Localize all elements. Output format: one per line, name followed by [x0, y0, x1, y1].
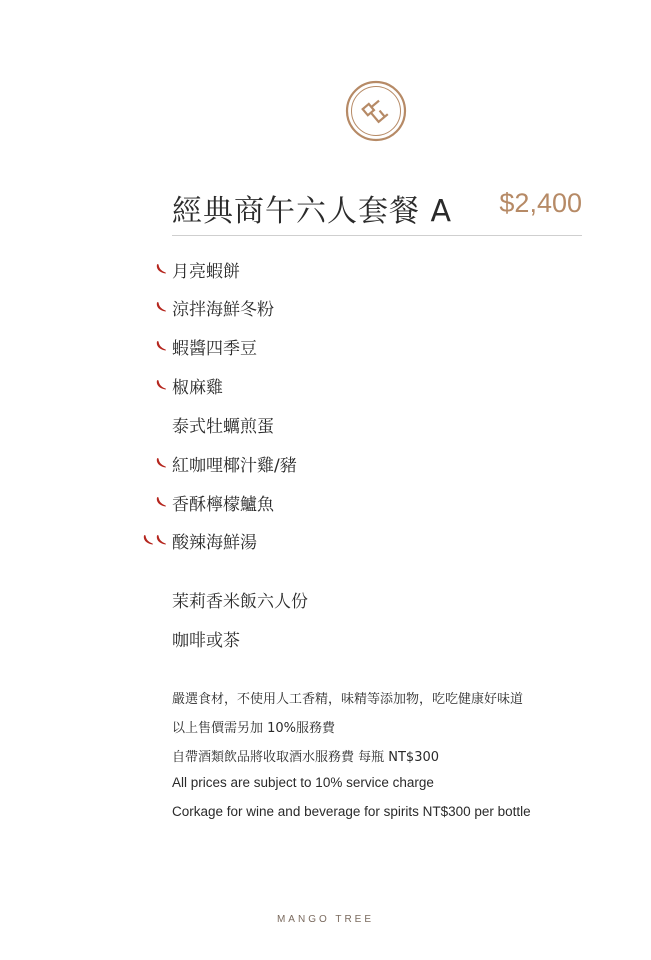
dish-item	[172, 490, 274, 516]
dish-item	[172, 373, 223, 399]
note-corkage-zh: 自帶酒類飲品將收取酒水服務費 每瓶 NT$300	[172, 750, 440, 765]
dish-item	[172, 295, 274, 321]
title-divider	[172, 235, 582, 236]
dish-name: 酸辣海鮮湯	[172, 533, 257, 553]
dish-item	[172, 334, 257, 360]
mango-tree-monogram-icon	[345, 80, 407, 142]
spicy-indicator	[142, 534, 167, 548]
chili-pepper-icon	[155, 379, 167, 391]
side-item	[172, 587, 308, 613]
dish-name: 涼拌海鮮冬粉	[172, 300, 274, 320]
title-row	[172, 186, 582, 230]
dish-name: 月亮蝦餅	[172, 262, 240, 282]
chili-pepper-icon	[155, 457, 167, 469]
note-service-charge-en: All prices are subject to 10% service charge	[172, 775, 434, 790]
side-name: 咖啡或茶	[172, 631, 240, 651]
chili-pepper-icon	[155, 496, 167, 508]
note-corkage-en: Corkage for wine and beverage for spirits NT$300 per bottle	[172, 804, 531, 819]
spicy-indicator	[155, 496, 167, 510]
dish-item	[172, 257, 240, 283]
dish-name: 蝦醬四季豆	[172, 339, 257, 359]
side-name: 茉莉香米飯六人份	[172, 592, 308, 612]
dish-name: 紅咖哩椰汁雞/豬	[172, 456, 297, 476]
dish-name: 泰式牡蠣煎蛋	[172, 417, 274, 437]
spicy-indicator	[155, 379, 167, 393]
spicy-indicator	[155, 457, 167, 471]
dish-name: 椒麻雞	[172, 378, 223, 398]
chili-pepper-icon	[155, 340, 167, 352]
spicy-indicator	[155, 340, 167, 354]
spicy-indicator	[155, 263, 167, 277]
footer-brand: MANGO TREE	[276, 914, 375, 925]
set-menu-price: $2,400	[499, 188, 582, 218]
dish-item	[172, 451, 297, 477]
side-item	[172, 626, 240, 652]
set-menu-title: 經典商午六人套餐 A	[172, 194, 453, 229]
dish-item	[172, 528, 257, 554]
note-ingredients: 嚴選食材，不使用人工香精，味精等添加物，吃吃健康好味道	[172, 692, 524, 707]
dish-item	[172, 412, 274, 438]
chili-pepper-icon	[155, 534, 167, 546]
chili-pepper-icon	[155, 263, 167, 275]
note-service-charge-zh: 以上售價需另加 10%服務費	[172, 721, 336, 736]
spicy-indicator	[155, 301, 167, 315]
chili-pepper-icon	[155, 301, 167, 313]
dish-name: 香酥檸檬鱸魚	[172, 495, 274, 515]
chili-pepper-icon	[142, 534, 154, 546]
